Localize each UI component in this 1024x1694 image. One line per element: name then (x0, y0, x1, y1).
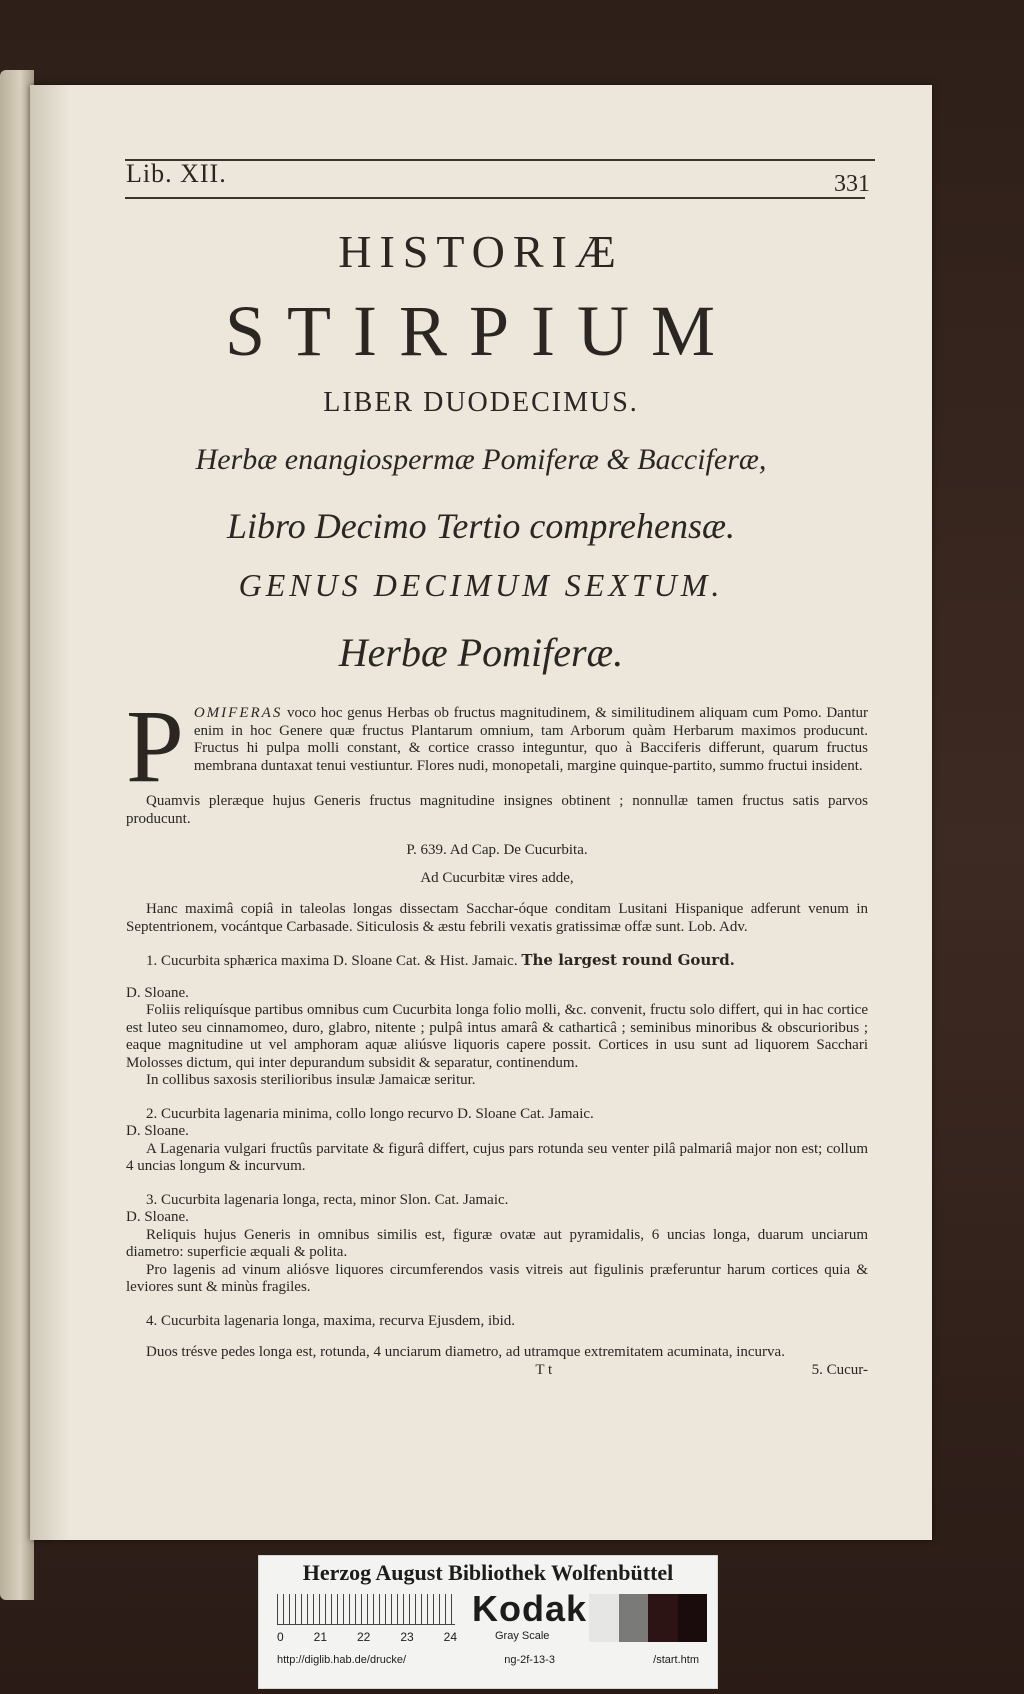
gray-scale-patches (589, 1594, 707, 1642)
running-head-book: Lib. XII. (126, 159, 227, 188)
subtitle-libro: Libro Decimo Tertio comprehensæ. (227, 506, 735, 546)
intro-text: voco hoc genus Herbas ob fructus magnitudinem, & similitudinem aliquam cum Pomo. Dantur enim in hoc Genere quæ fructus Plantarum omnium, tam Arborum quàm Herbarum maximos producunt. Fructus hi pulpa molli constant, & cortice crasso integuntur, quo à Bacciferis differunt, quarum fructus membrana duntaxat tenui vestiuntur. Flores nudi, monopetali, margine quinque-partito, summo fructui insident. (193, 705, 868, 774)
url-mid: ng-2f-13-3 (504, 1654, 555, 1666)
reference-line: P. 639. Ad Cap. De Cucurbita. (406, 842, 588, 858)
gray-patch (619, 1594, 649, 1642)
body-text (126, 689, 868, 1379)
scale-ruler (277, 1594, 455, 1625)
title-liber: LIBER DUODECIMUS. (323, 387, 639, 418)
color-target-card (258, 1555, 718, 1689)
header-rule-top (125, 159, 875, 161)
entry-1-author: D. Sloane. (126, 984, 189, 1001)
entry-3-author: D. Sloane. (126, 1209, 189, 1225)
ruler-numbers (277, 1630, 457, 1644)
page-number: 331 (834, 171, 870, 197)
entry-4-heading: 4. Cucurbita lagenaria longa, maxima, recurva Ejusdem, ibid. (146, 1312, 516, 1329)
section-heading: Herbæ Pomiferæ. (338, 630, 624, 675)
entry-2-description: A Lagenaria vulgari fructûs parvitate & figurâ differt, cujus pars rotunda seu venter pilâ palmariâ major non est; collum 4 uncias longum & incurvum. (126, 1140, 868, 1174)
digital-library-url (259, 1654, 717, 1666)
paragraph-2: Quamvis pleræque hujus Generis fructus magnitudine insignes obtinent ; nonnullæ tamen fructus satis parvos producunt. (126, 793, 868, 827)
catchword: 5. Cucur- (811, 1361, 868, 1378)
entry-1-name: 1. Cucurbita sphærica maxima D. Sloane Cat. & Hist. Jamaic. (146, 953, 518, 969)
title-historiae: HISTORIÆ (338, 226, 624, 277)
entry-3-heading: 3. Cucurbita lagenaria longa, recta, minor Slon. Cat. Jamaic. (146, 1191, 509, 1208)
gray-patch (678, 1594, 708, 1642)
subtitle-herbae: Herbæ enangiospermæ Pomiferæ & Bacciferæ, (195, 443, 767, 476)
intro-small-caps: OMIFERAS (193, 705, 283, 721)
entry-3-description: Reliquis hujus Generis in omnibus similis est, figuræ ovatæ aut pyramidalis, 6 uncias longa, duarum unciarum diametro: superficie æquali & polita. (126, 1226, 868, 1260)
entry-1-habitat: In collibus saxosis sterilioribus insulæ Jamaicæ seritur. (146, 1072, 476, 1088)
ruler-number: 23 (400, 1630, 414, 1644)
drop-cap: P (126, 689, 184, 804)
ruler-number: 21 (313, 1630, 328, 1644)
url-left: http://diglib.hab.de/drucke/ (277, 1654, 407, 1666)
ruler-number: 0 (277, 1630, 284, 1644)
title-stirpium: STIRPIUM (224, 291, 738, 371)
entry-3-usage: Pro lagenis ad vinum aliósve liquores circumferendos vasis vitreis aut figulinis præferuntur harum cortices quia & leviores sunt & minùs fragiles. (126, 1261, 868, 1295)
entry-1-heading (126, 952, 868, 971)
gray-scale-label: Gray Scale (495, 1630, 550, 1642)
paragraph-3: Hanc maximâ copiâ in taleolas longas dissectam Sacchar‑óque conditam Lusitani Hispanique adferunt venum in Septentrionem, vocántque Carbasade. Siticulosis & æstu febrili vexatis gratissimæ offæ sunt. Lob. Adv. (126, 901, 868, 935)
library-name: Herzog August Bibliothek Wolfenbüttel (302, 1560, 674, 1585)
gray-patch (589, 1594, 619, 1642)
entry-1-english-name: The largest round Gourd. (521, 951, 735, 969)
genus-heading: GENUS DECIMUM SEXTUM. (238, 567, 724, 603)
entry-2-author: D. Sloane. (126, 1123, 189, 1139)
add-line: Ad Cucurbitæ vires adde, (420, 869, 574, 886)
kodak-logo: Kodak (472, 1588, 588, 1629)
page-footer (126, 1362, 868, 1380)
header-rule-bottom (125, 197, 865, 199)
entry-2-heading: 2. Cucurbita lagenaria minima, collo longo recurvo D. Sloane Cat. Jamaic. (146, 1105, 594, 1122)
ruler-number: 22 (356, 1630, 371, 1644)
intro-paragraph (126, 689, 868, 804)
entry-1-description: Foliis reliquísque partibus omnibus cum Cucurbita longa folio molli, &c. convenit, fructu solo differt, qui in hac cortice est luteo seu cinnamomeo, duro, glabro, nitente ; pulpâ intus amarâ & catharticâ ; seminibus minoribus & obscurioribus ; eaque magnitudine ut vel amphoram aquæ aliúsve liquoris capere possit. Cortices in usu sunt ad liquorem Sacchari Molosses dictum, qui inter depurandum subsidit & separatur, continendum. (126, 1002, 868, 1071)
book-page (30, 85, 932, 1540)
left-page-edge (0, 70, 34, 1600)
entry-4-description: Duos trésve pedes longa est, rotunda, 4 unciarum diametro, ad utramque extremitatem acuminata, incurva. (146, 1344, 785, 1360)
url-right: /start.htm (653, 1654, 699, 1666)
ruler-number: 24 (443, 1630, 457, 1644)
gray-patch (648, 1594, 678, 1642)
signature-mark: T t (535, 1361, 553, 1378)
